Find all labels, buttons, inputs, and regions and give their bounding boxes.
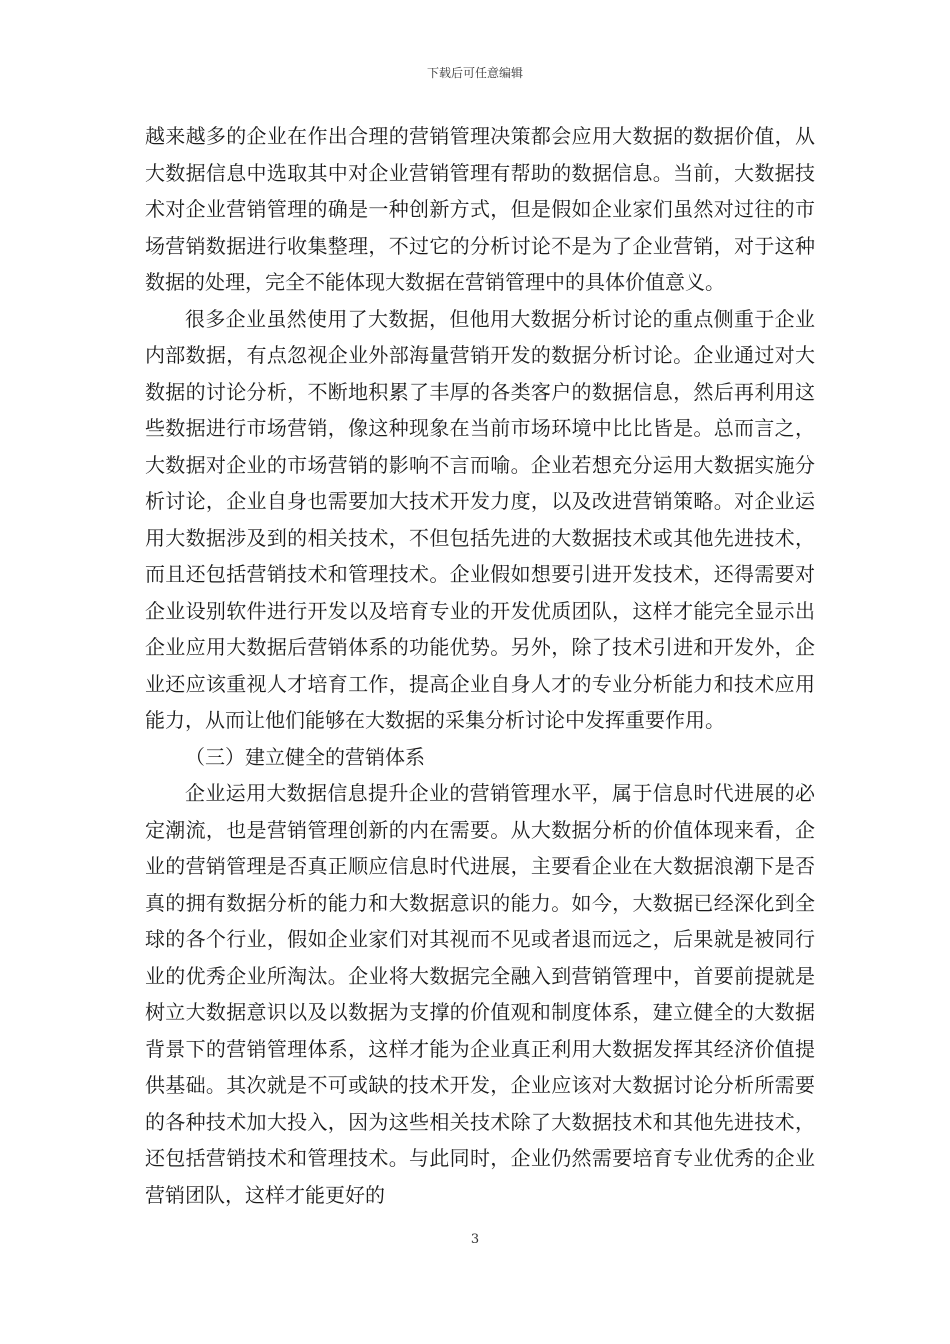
document-body bbox=[145, 118, 815, 1213]
paragraph-continued: 越来越多的企业在作出合理的营销管理决策都会应用大数据的数据价值，从大数据信息中选取其中对企业营销管理有帮助的数据信息。当前，大数据技术对企业营销管理的确是一种创新方式，但是假如企业家们虽然对过往的市场营销数据进行收集整理，不过它的分析讨论不是为了企业营销，对于这种数据的处理，完全不能体现大数据在营销管理中的具体价值意义。 bbox=[145, 124, 815, 294]
section-heading: （三）建立健全的营销体系 bbox=[185, 744, 425, 769]
paragraph: 企业运用大数据信息提升企业的营销管理水平，属于信息时代进展的必定潮流，也是营销管理创新的内在需要。从大数据分析的价值体现来看，企业的营销管理是否真正顺应信息时代进展，主要看企业在大数据浪潮下是否真的拥有数据分析的能力和大数据意识的能力。如今，大数据已经深化到全球的各个行业，假如企业家们对其视而不见或者退而远之，后果就是被同行业的优秀企业所淘汰。企业将大数据完全融入到营销管理中，首要前提就是树立大数据意识以及以数据为支撑的价值观和制度体系，建立健全的大数据背景下的营销管理体系，这样才能为企业真正利用大数据发挥其经济价值提供基础。其次就是不可或缺的技术开发，企业应该对大数据讨论分析所需要的各种技术加大投入，因为这些相关技术除了大数据技术和其他先进技术，还包括营销技术和管理技术。与此同时，企业仍然需要培育专业优秀的企业营销团队，这样才能更好的 bbox=[145, 781, 815, 1207]
page-header: 下载后可任意编辑 bbox=[426, 66, 523, 80]
page-number: 3 bbox=[470, 1232, 480, 1247]
paragraph: 很多企业虽然使用了大数据，但他用大数据分析讨论的重点侧重于企业内部数据，有点忽视企业外部海量营销开发的数据分析讨论。企业通过对大数据的讨论分析，不断地积累了丰厚的各类客户的数据信息，然后再利用这些数据进行市场营销，像这种现象在当前市场环境中比比皆是。总而言之，大数据对企业的市场营销的影响不言而喻。企业若想充分运用大数据实施分析讨论，企业自身也需要加大技术开发力度，以及改进营销策略。对企业运用大数据涉及到的相关技术，不但包括先进的大数据技术或其他先进技术，而且还包括营销技术和管理技术。企业假如想要引进开发技术，还得需要对企业设别软件进行开发以及培育专业的开发优质团队，这样才能完全显示出企业应用大数据后营销体系的功能优势。另外，除了技术引进和开发外，企业还应该重视人才培育工作，提高企业自身人才的专业分析能力和技术应用能力，从而让他们能够在大数据的采集分析讨论中发挥重要作用。 bbox=[145, 306, 815, 732]
